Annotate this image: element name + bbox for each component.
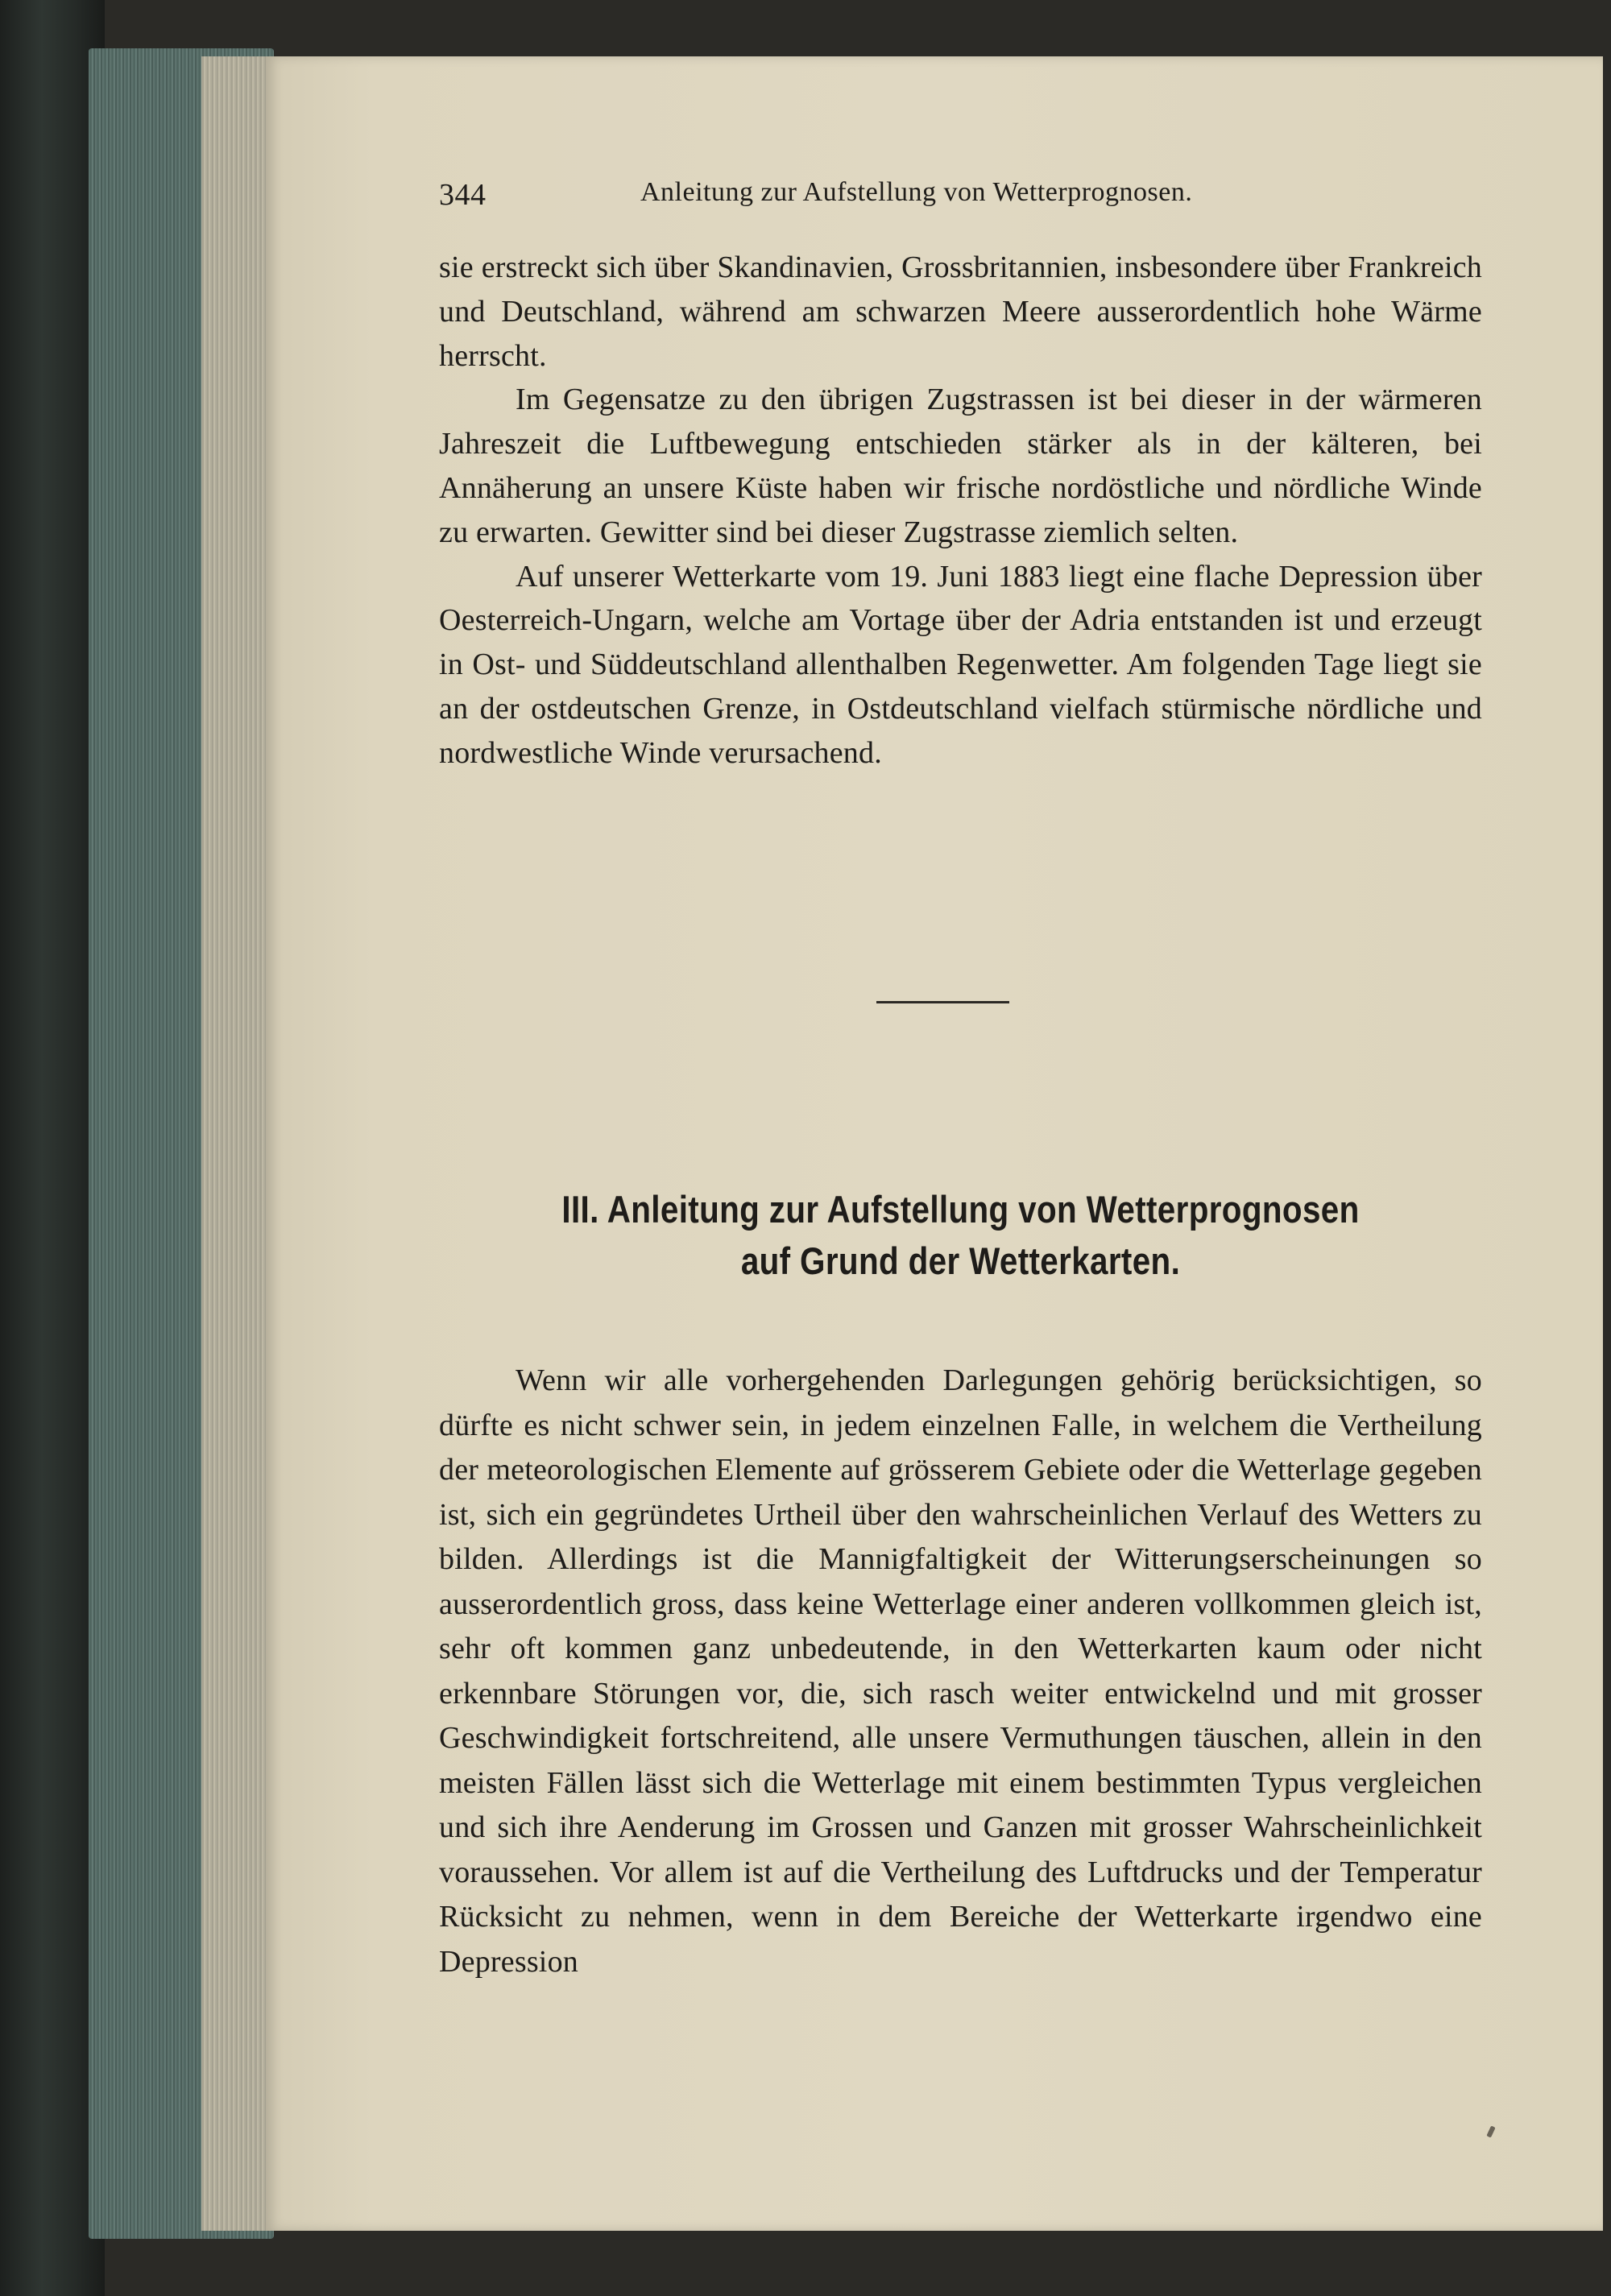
running-head — [439, 177, 1482, 217]
text-block-continuation — [439, 246, 1482, 776]
running-title: Anleitung zur Aufstellung von Wetterprognosen. — [640, 177, 1193, 207]
paragraph: Im Gegensatze zu den übrigen Zugstrassen ist bei dieser in der wärmeren Jahreszeit die Luftbewegung entschieden stärker als in der kälteren, bei Annäherung an unsere Küste haben wir frische nordöstliche und nördliche Winde zu erwarten. Gewitter sind bei dieser Zugstrasse ziemlich selten. — [439, 383, 1482, 549]
page-edges-light — [201, 56, 266, 2231]
page-number: 344 — [439, 178, 487, 212]
paragraph: Wenn wir alle vorhergehenden Darlegungen gehörig berücksichtigen, so dürfte es nicht schwer sein, in jedem einzelnen Falle, in welchem die Vertheilung der meteorologischen Elemente auf grösserem Gebiete oder die Wetterlage gegeben ist, sich ein gegründetes Urtheil über den wahrscheinlichen Verlauf des Wetters zu bilden. Allerdings ist die Mannigfaltigkeit der Witterungserscheinungen so ausserordentlich gross, dass keine Wetterlage einer anderen vollkommen gleich ist, sehr oft kommen ganz unbedeutende, in den Wetterkarten kaum oder nicht erkennbare Störungen vor, die, sich rasch weiter entwickelnd und mit grosser Geschwindigkeit fortschreitend, alle unsere Vermuthungen täuschen, allein in den meisten Fällen lässt sich die Wetterlage mit einem bestimmten Typus vergleichen und sich ihre Aenderung im Grossen und Ganzen mit grosser Wahrscheinlichkeit voraussehen. Vor allem ist auf die Vertheilung des Luftdrucks und der Temperatur Rücksicht zu nehmen, wenn in dem Bereiche der Wetterkarte irgendwo eine Depression — [439, 1363, 1482, 1979]
paragraph: sie erstreckt sich über Skandinavien, Grossbritannien, insbesondere über Frankreich und Deutschland, während am schwarzen Meere ausserordentlich hohe Wärme herrscht. — [439, 250, 1482, 373]
section-heading-line-1: III. Anleitung zur Aufstellung von Wetterprognosen — [561, 1188, 1360, 1231]
section-heading-line-2: auf Grund der Wetterkarten. — [740, 1239, 1181, 1282]
section-divider — [876, 1001, 1009, 1003]
text-block-section-three — [439, 1359, 1482, 1984]
section-heading — [512, 1184, 1410, 1287]
book-page — [266, 56, 1603, 2231]
paragraph: Auf unserer Wetterkarte vom 19. Juni 1883 liegt eine flache Depression über Oesterreich-Ungarn, welche am Vortage über der Adria entstanden ist und erzeugt in Ost- und Süddeutschland allenthalben Regenwetter. Am folgenden Tage liegt sie an der ostdeutschen Grenze, in Ostdeutschland vielfach stürmische nördliche und nordwestliche Winde verursachend. — [439, 559, 1482, 770]
